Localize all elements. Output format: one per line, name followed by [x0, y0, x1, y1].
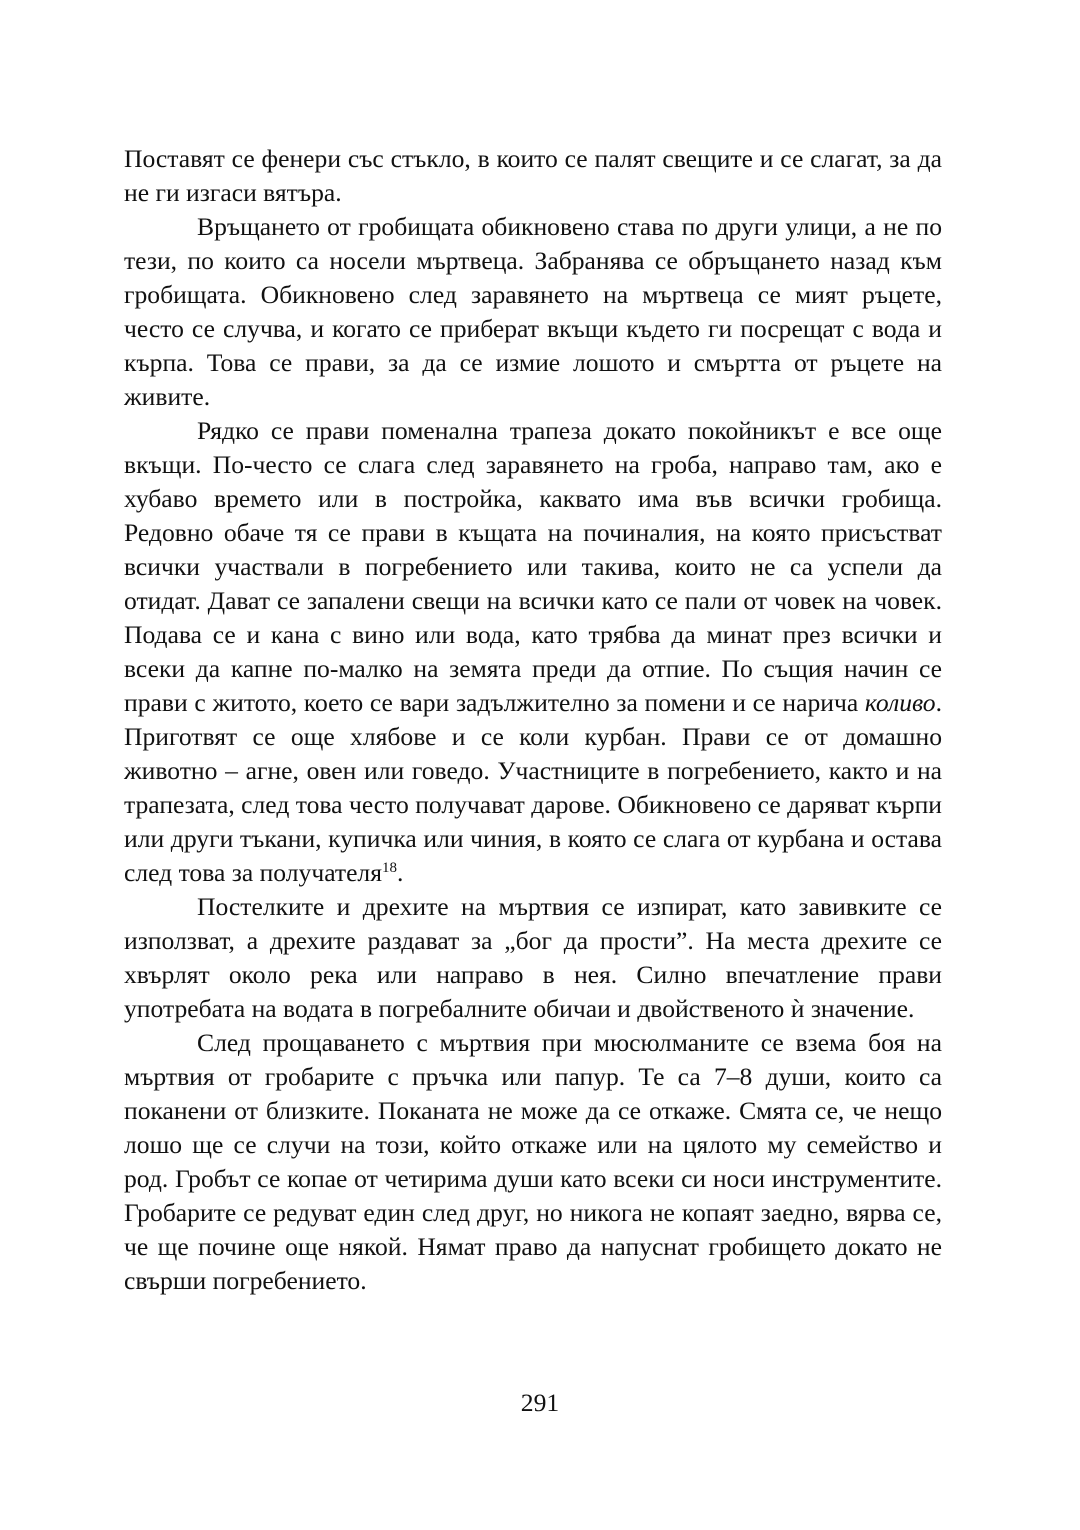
paragraph [124, 414, 942, 890]
italic-term: коливо [864, 688, 936, 717]
paragraph-text: Връщането от гробищата обикновено става по други улици, а не по тези, по които са носели мъртвеца. Забранява се обръщането назад към гробищата. Обикновено след заравянето на мъртвеца се мият ръцете, често се случва, и когато се приберат вкъщи където ги посрещат с вода и кърпа. Това се прави, за да се измие лошото и смъртта от ръцете на живите. [124, 212, 942, 411]
paragraph-text: Постелките и дрехите на мъртвия се изпират, като завивките се използват, а дрехите раздават за „бог да прости”. На места дрехите се хвърлят около река или направо в нея. Силно впечатление прави употребата на водата в погребалните обичаи и двойственото ѝ значение. [124, 892, 942, 1023]
paragraph-text: Рядко се прави поменална трапеза докато покойникът е все още вкъщи. По-често се слага след заравянето на гроба, направо там, ако е хубаво времето или в постройка, каквато има във всички гробища. Редовно обаче тя се прави в къщата на починалия, на която присъстват всички участвали в погребението или такива, които не са успели да отидат. Дават се запалени свещи на всички като се пали от човек на човек. Подава се и кана с вино или вода, като трябва да минат през всички и всеки да капне по-малко на земята преди да отпие. По същия начин се прави с житото, което се вари задължително за помени и се нарича [124, 416, 942, 717]
page-number: 291 [520, 1388, 560, 1417]
paragraph [124, 210, 942, 414]
footnote-reference: 18 [381, 860, 397, 876]
paragraph [124, 1026, 942, 1298]
paragraph-text: Поставят се фенери със стъкло, в които се палят свещите и се слагат, за да не ги изгаси вятъра. [124, 144, 942, 207]
paragraph [124, 142, 942, 210]
page-body [124, 142, 942, 1298]
paragraph-text: След прощаването с мъртвия при мюсюлманите се взема боя на мъртвия от гробарите с пръчка или папур. Те са 7–8 души, които са поканени от близките. Поканата не може да се откаже. Смята се, че нещо лошо ще се случи на този, който откаже или на цялото му семейство и род. Гробът се копае от четирима души като всеки си носи инструментите. Гробарите се редуват един след друг, но никога не копаят заедно, вярва се, че ще почине още някой. Нямат право да напуснат гробището докато не свърши погребението. [124, 1028, 942, 1295]
paragraph-text: . [396, 858, 404, 887]
paragraph [124, 890, 942, 1026]
paragraph-text: . Приготвят се още хлябове и се коли курбан. Прави се от домашно животно – агне, овен или говедо. Участниците в погребението, както и на трапезата, след това често получават дарове. Обикновено се даряват кърпи или други тъкани, купичка или чиния, в която се слага от курбана и остава след това за получателя [124, 688, 942, 887]
